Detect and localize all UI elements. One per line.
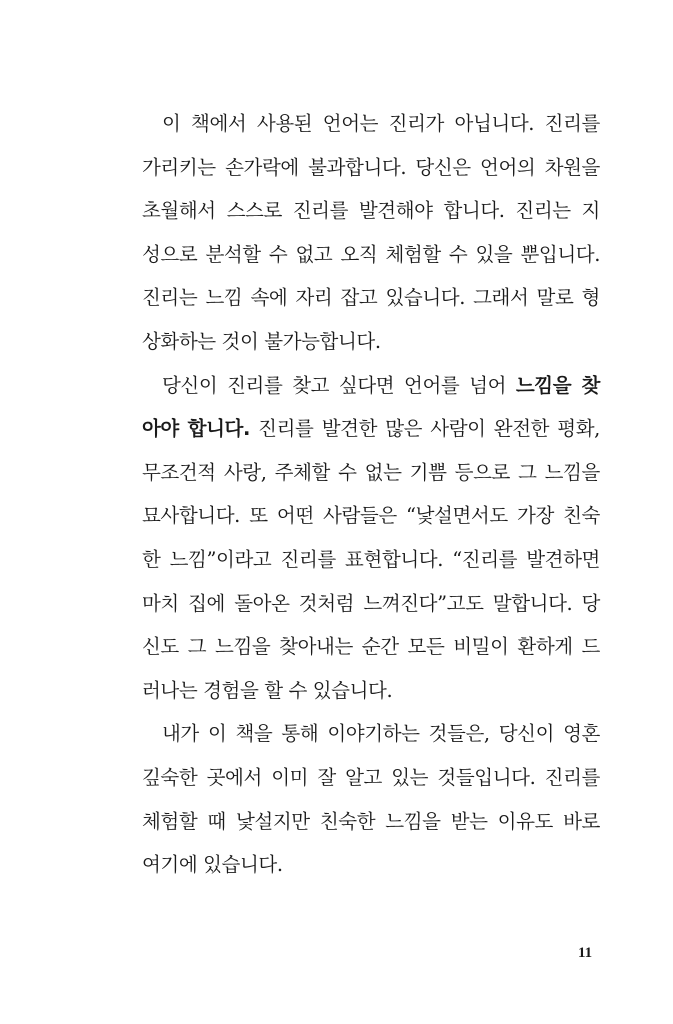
page-number: 11 [578, 945, 593, 961]
paragraph-2-line-3: 무조건적 사랑, 주체할 수 없는 기쁨 등으로 그 느낌을 [142, 460, 600, 484]
paragraph-2-line-1-text: 당신이 진리를 찾고 싶다면 언어를 넘어 [162, 373, 516, 397]
paragraph-2-line-5: 한 느낌”이라고 진리를 표현합니다. “진리를 발견하면 [142, 547, 600, 571]
paragraph-2-line-1 [142, 364, 600, 408]
paragraph-1-line-5: 진리는 느낌 속에 자리 잡고 있습니다. 그래서 말로 형 [142, 286, 600, 310]
paragraph-1-line-6: 상화하는 것이 불가능합니다. [142, 329, 381, 353]
paragraph-2-line-4: 묘사합니다. 또 어떤 사람들은 “낯설면서도 가장 친숙 [142, 504, 600, 528]
paragraph-2-line-8: 러나는 경험을 할 수 있습니다. [142, 678, 393, 702]
paragraph-1-line-3: 초월해서 스스로 진리를 발견해야 합니다. 진리는 지 [142, 199, 600, 223]
paragraph-2-line-2-text: 진리를 발견한 많은 사람이 완전한 평화, [249, 417, 600, 441]
body-text [142, 102, 600, 887]
paragraph-1-line-2: 가리키는 손가락에 불과합니다. 당신은 언어의 차원을 [142, 155, 600, 179]
paragraph-1-line-4: 성으로 분석할 수 없고 오직 체험할 수 있을 뿐입니다. [142, 242, 600, 266]
paragraph-2-line-1-emphasis: 느낌을 찾 [515, 373, 600, 397]
paragraph-2-line-2 [142, 407, 600, 451]
paragraph-2-line-6: 마치 집에 돌아온 것처럼 느껴진다”고도 말합니다. 당 [142, 591, 600, 615]
paragraph-3-line-3: 체험할 때 낯설지만 친숙한 느낌을 받는 이유도 바로 [142, 809, 600, 833]
paragraph-1-line-1: 이 책에서 사용된 언어는 진리가 아닙니다. 진리를 [162, 112, 600, 135]
paragraph-2-line-7: 신도 그 느낌을 찾아내는 순간 모든 비밀이 환하게 드 [142, 635, 600, 659]
paragraph-3-line-1: 내가 이 책을 통해 이야기하는 것들은, 당신이 영혼 [162, 722, 600, 746]
paragraph-2-line-2-emphasis: 아야 합니다. [142, 417, 250, 441]
paragraph-3-line-4: 여기에 있습니다. [142, 853, 283, 877]
paragraph-3-line-2: 깊숙한 곳에서 이미 잘 알고 있는 것들입니다. 진리를 [142, 765, 600, 789]
